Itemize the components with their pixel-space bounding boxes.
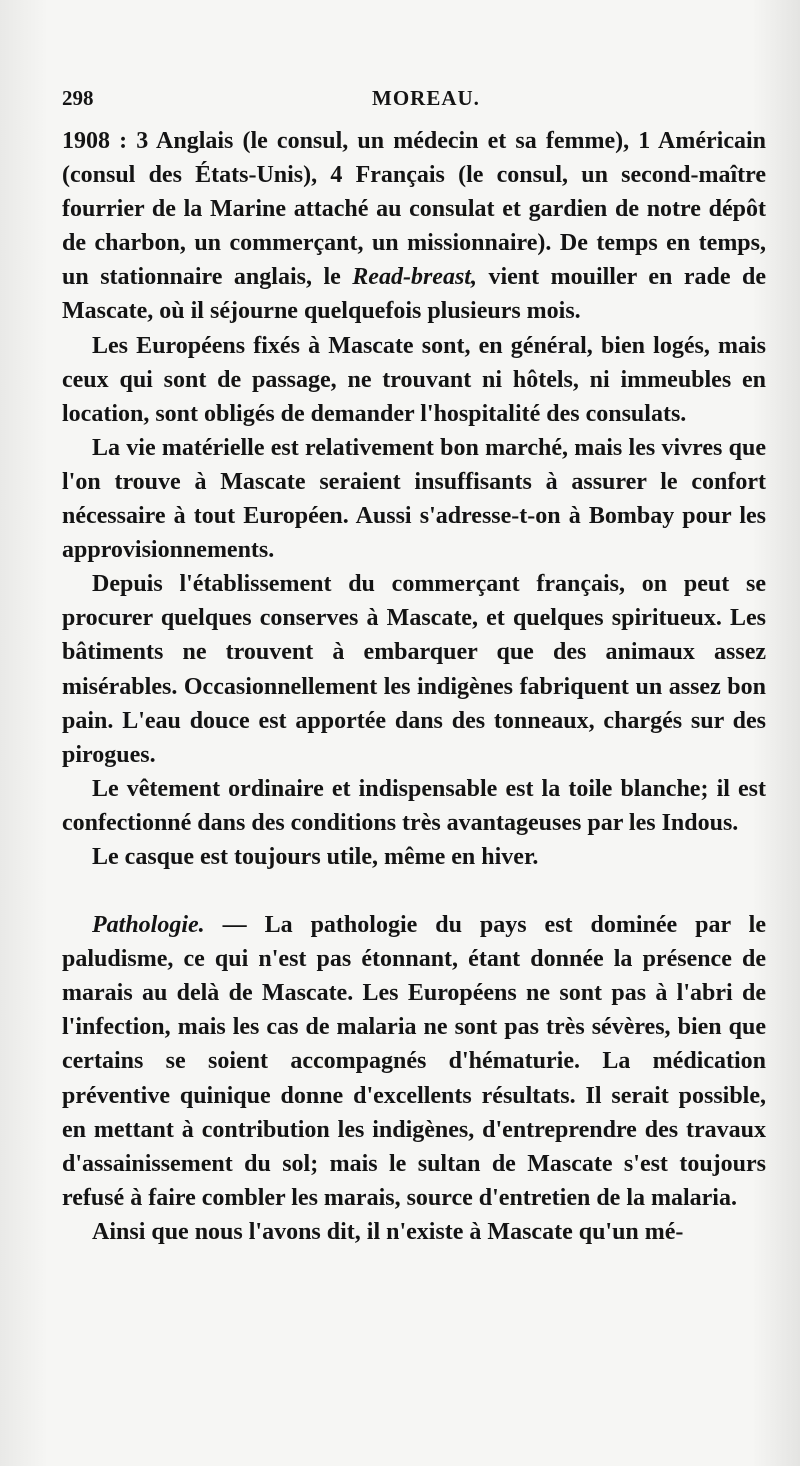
paragraph-clothing: Le vêtement ordinaire et indispensable est la toile blanche; il est confectionné dans des conditions très avantageuses par les Indous. bbox=[62, 775, 766, 836]
paragraph-supplies: Depuis l'établissement du commerçant français, on peut se procurer quelques conserves à Mascate, et quelques spiritueux. Les bâtiments ne trouvent à embarquer que des animaux assez misérables. Occasionnellement les indigènes fabriquent un assez bon pain. L'eau douce est apportée dans des tonneaux, chargés sur des pirogues. bbox=[62, 571, 766, 768]
paragraph-cost-of-living: La vie matérielle est relativement bon marché, mais les vivres que l'on trouve à Mascate seraient insuffisants à assurer le confort nécessaire à tout Européen. Aussi s'adresse-t-on à Bombay pour les approvisionnements. bbox=[62, 434, 766, 564]
paragraph-doctor: Ainsi que nous l'avons dit, il n'existe à Mascate qu'un mé- bbox=[92, 1218, 684, 1245]
paragraph-residents bbox=[62, 124, 766, 329]
paragraph-text: 1908 : 3 Anglais (le consul, un médecin et sa femme), 1 Américain (consul des États-Unis), 4 Français (le consul, un second-maître fourrier de la Marine attaché au consulat et gardien de notre dépôt de charbon, un commerçant, un missionnaire). De temps en temps, un stationnaire anglais, le bbox=[62, 128, 766, 291]
section-heading: Pathologie. bbox=[92, 912, 205, 939]
page-header bbox=[62, 86, 762, 116]
body-text bbox=[62, 124, 766, 1249]
page-number: 298 bbox=[62, 86, 94, 110]
paragraph-text: — La pathologie du pays est dominée par le paludisme, ce qui n'est pas étonnant, étant donnée la présence de marais au delà de Mascate. Les Européens ne sont pas à l'abri de l'infection, mais les cas de malaria ne sont pas très sévères, bien que certains se soient accompagnés d'hématurie. La médication préventive quinique donne d'excellents résultats. Il serait possible, en mettant à contribution les indigènes, d'entreprendre des travaux d'assainissement du sol; mais le sultan de Mascate s'est toujours refusé à faire combler les marais, source d'entretien de la malaria. bbox=[62, 912, 766, 1211]
running-head: MOREAU. bbox=[372, 86, 480, 110]
paragraph-lodging: Les Européens fixés à Mascate sont, en général, bien logés, mais ceux qui sont de passage, ne trouvant ni hôtels, ni immeubles en location, sont obligés de demander l'hospitalité des consulats. bbox=[62, 332, 766, 427]
paragraph-text: vient mouiller en rade de Mascate, où il séjourne quelquefois plusieurs mois. bbox=[62, 264, 767, 325]
paragraph-helmet: Le casque est toujours utile, même en hiver. bbox=[92, 843, 539, 870]
ship-name: Read-breast, bbox=[352, 264, 477, 291]
paragraph-pathology bbox=[62, 908, 766, 1215]
